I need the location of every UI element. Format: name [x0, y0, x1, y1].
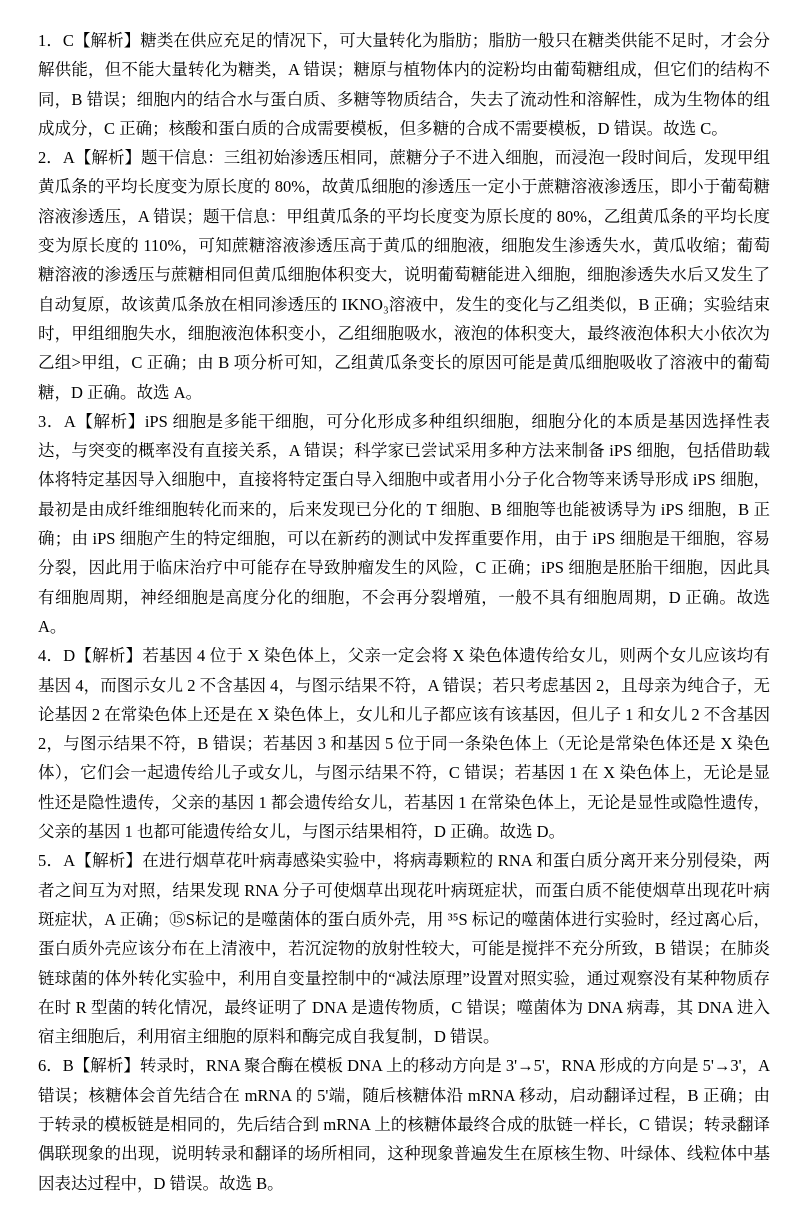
question-number-answer: 1．C	[38, 31, 74, 50]
analysis-tag: 【解析】	[75, 411, 145, 431]
explanation-text: 转录时，RNA 聚合酶在模板 DNA 上的移动方向是 3'→5'，RNA 形成的方向是 5'→3'，A 错误；核糖体会首先结合在 mRNA 的 5'端，随后核糖体沿 mRNA 移动，启动翻译过程，B 正确；由于转录的模板链是相同的，先后结合到 mRNA 上的核糖体最终合成的肽链一样长，C 错误；转录翻译偶联现象的出现，说明转录和翻译的场所相同，这种现象普遍发生在原核生物、叶绿体、线粒体中基因表达过程中，D 错误。故选 B。	[38, 1056, 770, 1193]
explanation-text: iPS 细胞是多能干细胞，可分化形成多种组织细胞，细胞分化的本质是基因选择性表达，与突变的概率没有直接关系，A 错误；科学家已尝试采用多种方法来制备 iPS 细胞，包括借助载体将特定基因导入细胞中，直接将特定蛋白导入细胞中或者用小分子化合物等来诱导形成 iPS 细胞，最初是由成纤维细胞转化而来的，后来发现已分化的 T 细胞、B 细胞等也能被诱导为 iPS 细胞，B 正确；由 iPS 细胞产生的特定细胞，可以在新药的测试中发挥重要作用，由于 iPS 细胞是干细胞，容易分裂，因此用于临床治疗中可能存在导致肿瘤发生的风险，C 正确；iPS 细胞是胚胎干细胞，因此具有细胞周期，神经细胞是高度分化的细胞，不会再分裂增殖，一般不具有细胞周期，D 正确。故选 A。	[38, 411, 771, 636]
analysis-tag: 【解析】	[74, 148, 142, 168]
question-number-answer: 3．A	[38, 411, 76, 431]
analysis-tag: 【解析】	[75, 851, 143, 871]
explanation-text: 在进行烟草花叶病毒感染实验中，将病毒颗粒的 RNA 和蛋白质分离开来分别侵染，两者之间互为对照，结果发现 RNA 分子可使烟草出现花叶病斑症状，而蛋白质不能使烟草出现花叶病斑症状，A 正确；⑮S标记的是噬菌体的蛋白质外壳，用 ³⁵S 标记的噬菌体进行实验时，经过离心后，蛋白质外壳应该分布在上清液中，若沉淀物的放射性较大，可能是搅拌不充分所致，B 错误；在肺炎链球菌的体外转化实验中，利用自变量控制中的“减法原理”设置对照实验，通过观察没有某种物质存在时 R 型菌的转化情况，最终证明了 DNA 是遗传物质，C 错误；噬菌体为 DNA 病毒，其 DNA 进入宿主细胞后，利用宿主细胞的原料和酶完成自我复制，D 错误。	[38, 851, 770, 1047]
question-number-answer: 4．D	[38, 646, 76, 666]
explanation-item-1	[38, 26, 770, 143]
explanation-item-3	[38, 407, 770, 641]
question-number-answer: 5．A	[38, 851, 76, 871]
explanation-text: 糖类在供应充足的情况下，可大量转化为脂肪；脂肪一般只在糖类供能不足时，才会分解供能，但不能大量转化为糖类，A 错误；糖原与植物体内的淀粉均由葡萄糖组成，但它们的结构不同，B 错误；细胞内的结合水与蛋白质、多糖等物质结合，失去了流动性和溶解性，成为生物体的组成成分，C 正确；核酸和蛋白质的合成需要模板，但多糖的合成不需要模板，D 错误。故选 C。	[38, 31, 771, 138]
explanation-item-4	[38, 641, 770, 846]
explanation-text: 若基因 4 位于 X 染色体上，父亲一定会将 X 染色体遗传给女儿，则两个女儿应该均有基因 4，而图示女儿 2 不含基因 4，与图示结果不符，A 错误；若只考虑基因 2，且母亲为纯合子，无论基因 2 在常染色体上还是在 X 染色体上，女儿和儿子都应该有该基因，但儿子 1 和女儿 2 不含基因 2，与图示结果不符，B 错误；若基因 3 和基因 5 位于同一条染色体上（无论是常染色体还是 X 染色体），它们会一起遗传给儿子或女儿，与图示结果不符，C 错误；若基因 1 在 X 染色体上，无论是显性还是隐性遗传，父亲的基因 1 都会遗传给女儿，若基因 1 在常染色体上，无论是显性或隐性遗传，父亲的基因 1 也都可能遗传给女儿，与图示结果相符，D 正确。故选 D。	[38, 646, 770, 842]
question-number-answer: 6．B	[38, 1056, 74, 1076]
explanation-text: 题干信息：三组初始渗透压相同，蔗糖分子不进入细胞，而浸泡一段时间后，发现甲组黄瓜条的平均长度变为原长度的 80%，故黄瓜细胞的渗透压一定小于蔗糖溶液渗透压，即小于葡萄糖溶液渗透压，A 错误；题干信息：甲组黄瓜条的平均长度变为原长度的 80%，乙组黄瓜条的平均长度变为原长度的 110%，可知蔗糖溶液渗透压高于黄瓜的细胞液，细胞发生渗透失水，黄瓜收缩；葡萄糖溶液的渗透压与蔗糖相同但黄瓜细胞体积变大，说明葡萄糖能进入细胞，细胞渗透失水后又发生了自动复原，故该黄瓜条放在相同渗透压的 IKNO₃溶液中，发生的变化与乙组类似，B 正确；实验结束时，甲组细胞失水，细胞液泡体积变小，乙组细胞吸水，液泡的体积变大，最终液泡体积大小依次为乙组>甲组，C 正确；由 B 项分析可知，乙组黄瓜条变长的原因可能是黄瓜细胞吸收了溶液中的葡萄糖，D 正确。故选 A。	[38, 148, 771, 402]
analysis-tag: 【解析】	[73, 1056, 140, 1076]
explanation-item-5	[38, 846, 770, 1051]
explanation-item-2	[38, 143, 770, 407]
analysis-tag: 【解析】	[75, 646, 143, 666]
analysis-tag: 【解析】	[73, 31, 141, 50]
explanation-item-6	[38, 1051, 770, 1197]
question-number-answer: 2．A	[38, 148, 75, 168]
